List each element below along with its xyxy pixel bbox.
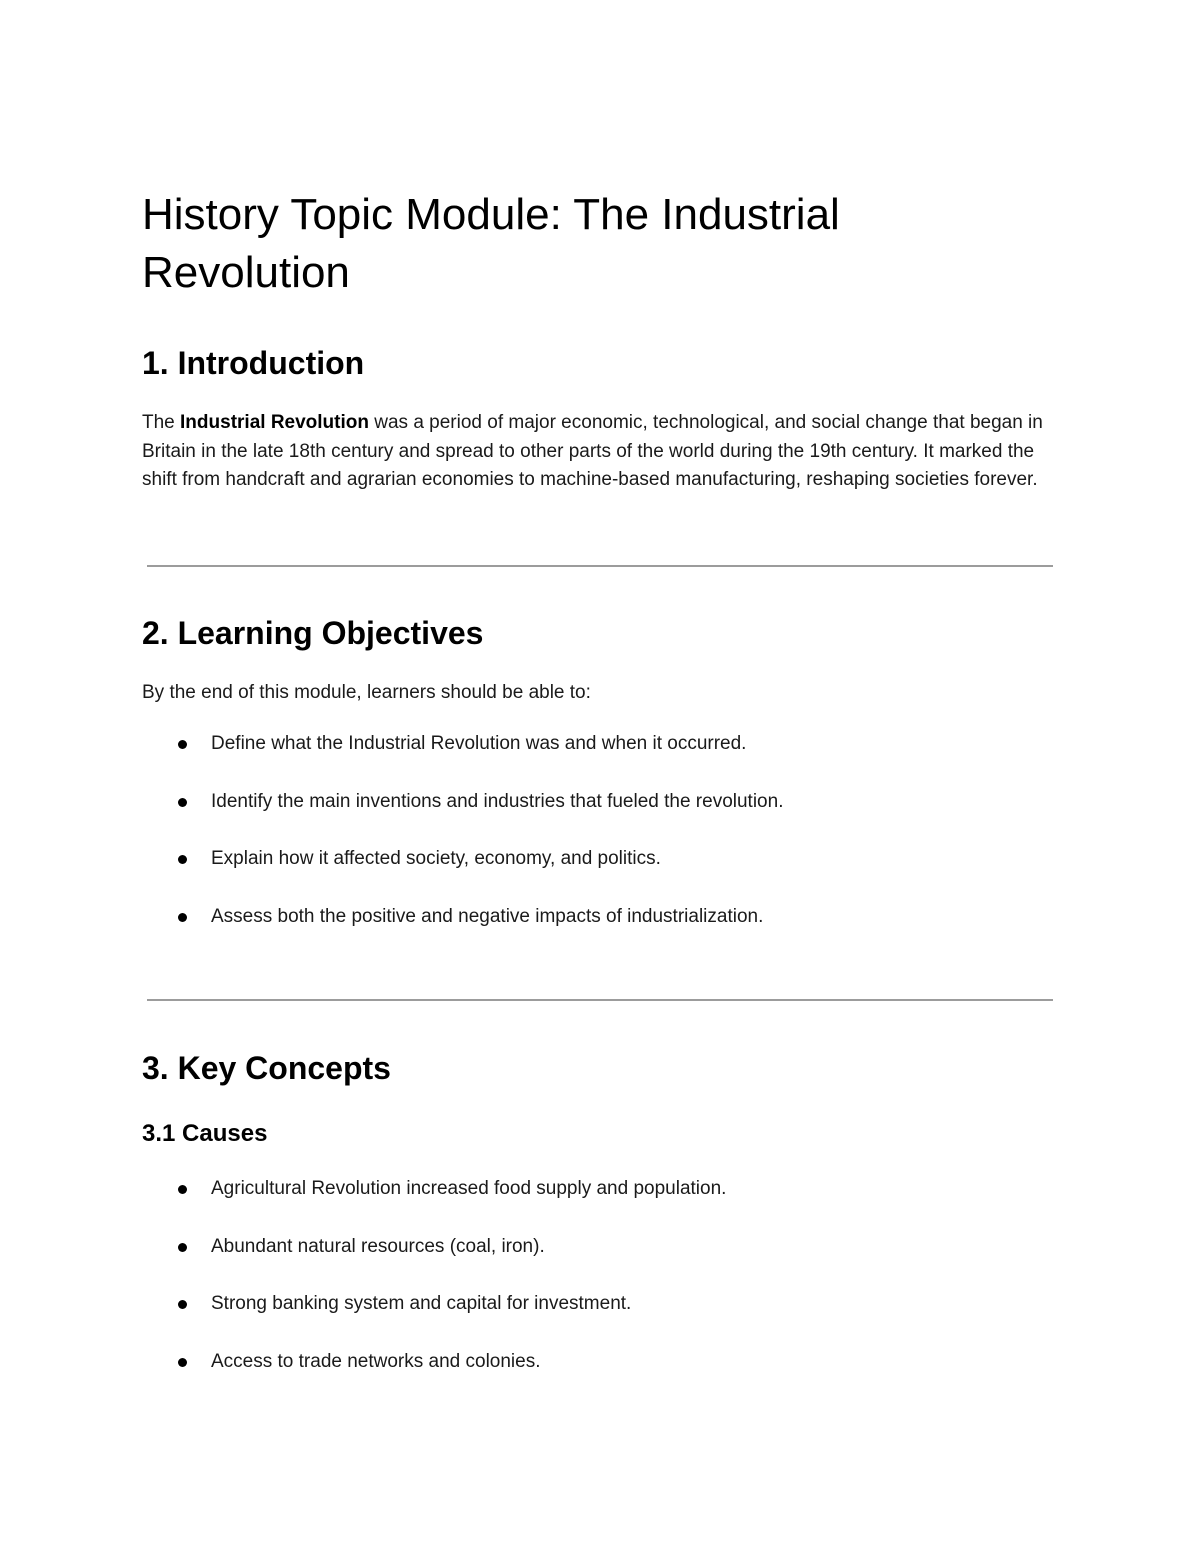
bullet-icon [178, 1185, 187, 1194]
causes-list [142, 1175, 1052, 1405]
list-item [142, 903, 1052, 961]
key-concepts-heading: 3. Key Concepts [142, 1050, 391, 1086]
introduction-lead: The [142, 412, 181, 433]
bullet-icon [178, 1243, 187, 1252]
objectives-list [142, 730, 1052, 960]
bullet-icon [178, 855, 187, 864]
cause-text: Access to trade networks and colonies. [211, 1350, 541, 1372]
introduction-paragraph [142, 409, 1052, 495]
bullet-icon [178, 1358, 187, 1367]
objective-text: Identify the main inventions and industries that fueled the revolution. [211, 790, 784, 812]
cause-text: Strong banking system and capital for investment. [211, 1293, 632, 1314]
cause-text: Agricultural Revolution increased food supply and population. [211, 1178, 727, 1199]
industrial-revolution-term: Industrial Revolution [180, 412, 369, 433]
list-item [142, 1348, 1052, 1406]
bullet-icon [178, 913, 187, 922]
objective-text: Define what the Industrial Revolution was and when it occurred. [211, 733, 747, 754]
document-title: History Topic Module: The Industrial Revolution [142, 190, 840, 297]
section-divider [147, 565, 1053, 567]
objective-text: Assess both the positive and negative impacts of industrialization. [211, 905, 764, 927]
list-item [142, 730, 1052, 788]
causes-heading: 3.1 Causes [142, 1120, 268, 1147]
objectives-intro: By the end of this module, learners should be able to: [142, 682, 591, 703]
list-item [142, 1233, 1052, 1291]
objective-text: Explain how it affected society, economy, and politics. [211, 848, 661, 869]
list-item [142, 1175, 1052, 1233]
introduction-heading: 1. Introduction [142, 345, 365, 381]
bullet-icon [178, 740, 187, 749]
bullet-icon [178, 1300, 187, 1309]
bullet-icon [178, 798, 187, 807]
learning-objectives-heading: 2. Learning Objectives [142, 615, 484, 651]
introduction-body: was a period of major economic, technological, and social change that began in Britain in the late 18th century and spread to other parts of the world during the 19th century. It marked the shift from handcraft and agrarian economies to machine-based manufacturing, reshaping societies forever. [142, 412, 1043, 491]
list-item [142, 1290, 1052, 1348]
list-item [142, 788, 1052, 846]
cause-text: Abundant natural resources (coal, iron). [211, 1235, 545, 1257]
list-item [142, 845, 1052, 903]
section-divider [147, 999, 1053, 1001]
